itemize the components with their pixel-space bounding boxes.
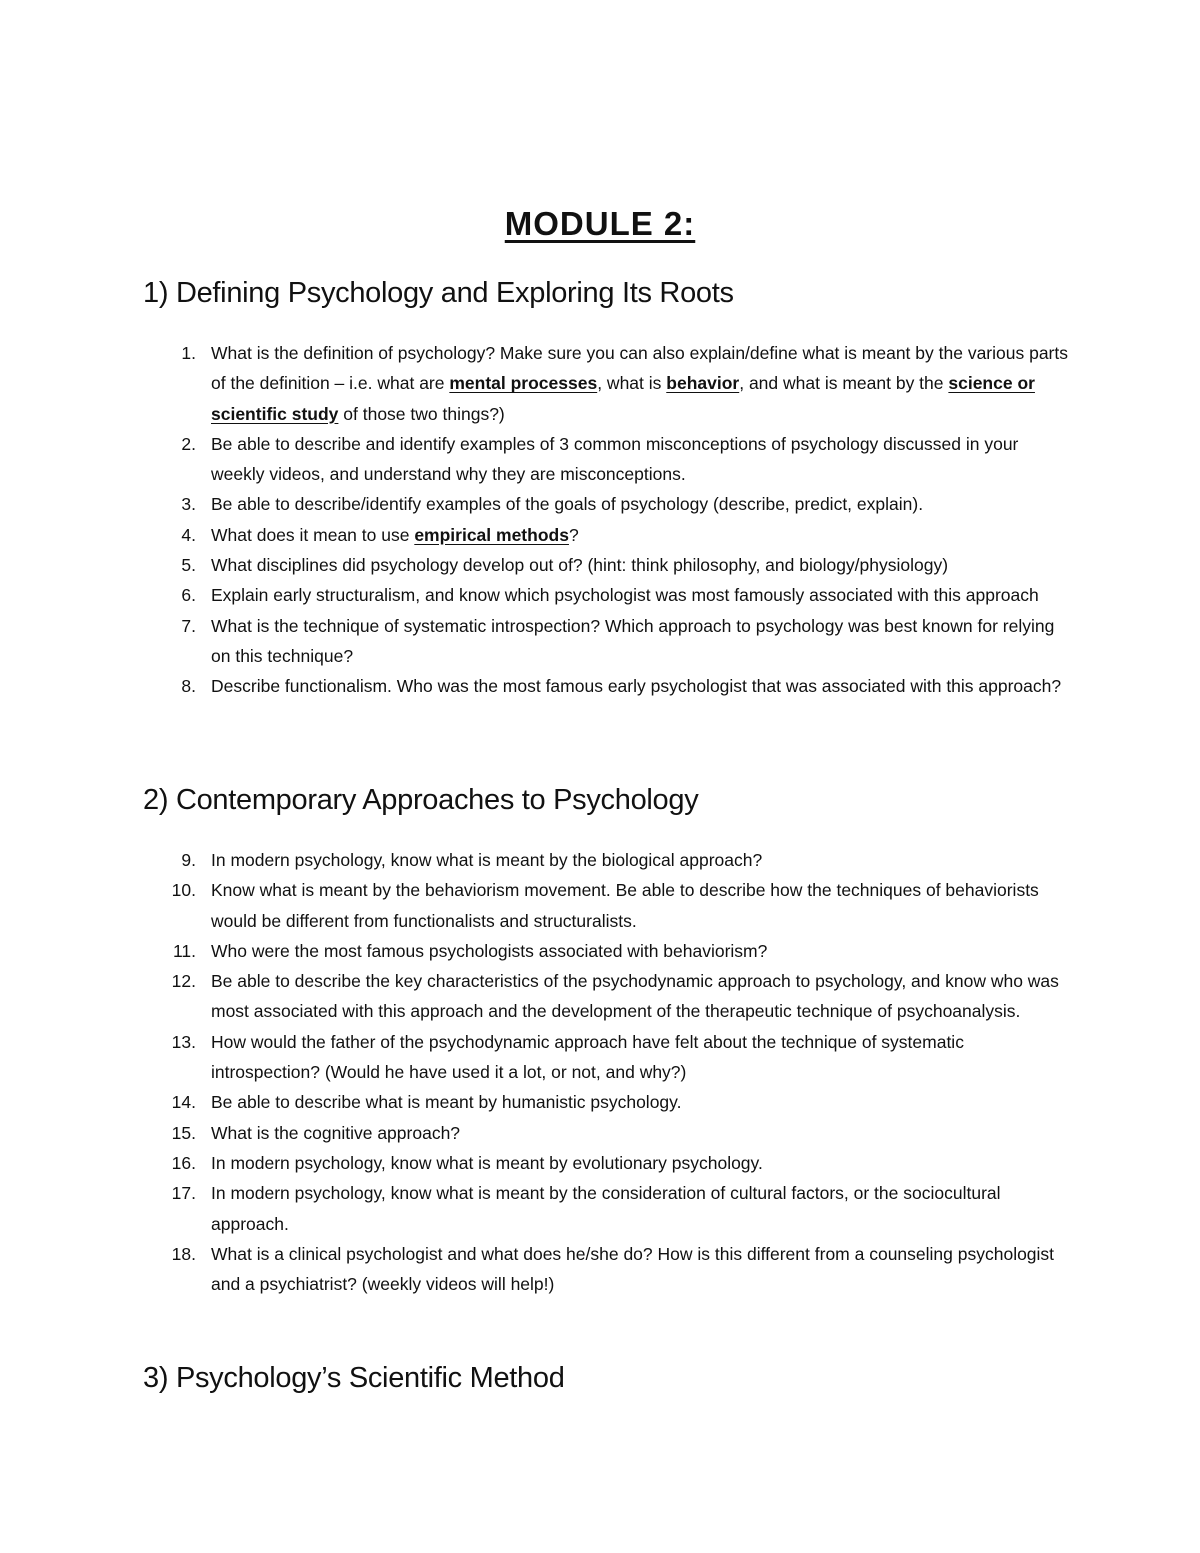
question-item [0, 1239, 1071, 1300]
page-title: MODULE 2: [504, 205, 696, 242]
question-item [0, 580, 1071, 610]
question-number: 10. [171, 880, 196, 901]
question-number: 7. [181, 615, 196, 636]
question-number: 9. [181, 850, 196, 870]
question-text-run: In modern psychology, know what is meant by the biological approach? [211, 850, 763, 870]
question-text [211, 1092, 681, 1112]
question-text-run: Who were the most famous psychologists associated with behaviorism? [211, 940, 768, 961]
question-list-1 [0, 338, 1200, 702]
question-text-run: ? [568, 524, 579, 545]
question-text [211, 555, 948, 575]
question-text [211, 434, 1018, 484]
question-text-run: What disciplines did psychology develop out of? (hint: think philosophy, and biology/physiology) [211, 555, 949, 576]
question-text [211, 343, 1068, 424]
question-text [211, 850, 762, 870]
question-number: 16. [171, 1152, 196, 1173]
question-number: 17. [171, 1183, 196, 1204]
question-item [0, 550, 1071, 580]
question-item [0, 1087, 1071, 1117]
question-text [211, 585, 1039, 605]
question-item [0, 520, 1071, 550]
question-text [211, 1032, 964, 1082]
question-text-run: Be able to describe/identify examples of the goals of psychology (describe, predict, explain). [211, 494, 924, 515]
question-text [211, 616, 1054, 666]
question-item [0, 1178, 1071, 1239]
question-text-run: What is the cognitive approach? [211, 1122, 461, 1143]
question-text [211, 525, 579, 545]
question-text-run: Explain early structuralism, and know which psychologist was most famously associated with this approach [211, 585, 1039, 606]
section-heading-1: 1) Defining Psychology and Exploring Its Roots [143, 277, 734, 309]
key-term: behavior [666, 373, 740, 394]
question-number: 3. [181, 494, 196, 515]
question-item [0, 1148, 1071, 1178]
question-text-run: In modern psychology, know what is meant by the consideration of cultural factors, or the sociocultural approach. [211, 1183, 1001, 1234]
question-text-run: of those two things?) [338, 403, 505, 424]
question-text [211, 971, 1059, 1021]
question-text [211, 1244, 1054, 1294]
question-list-2 [0, 845, 1200, 1299]
question-text-run: , what is [597, 373, 667, 394]
question-number: 18. [171, 1243, 196, 1264]
question-text-run: Describe functionalism. Who was the most famous early psychologist that was associated with this approach? [211, 676, 1062, 697]
question-text-run: How would the father of the psychodynamic approach have felt about the technique of systematic introspection? (Would he have used it a lot, or not, and why?) [211, 1031, 964, 1083]
question-item [0, 966, 1071, 1027]
question-item [0, 611, 1071, 672]
question-item [0, 936, 1071, 966]
section-heading-3: 3) Psychology’s Scientific Method [143, 1362, 565, 1394]
question-number: 8. [181, 676, 196, 697]
question-text [211, 880, 1039, 930]
question-text [211, 1153, 763, 1173]
question-item [0, 489, 1071, 519]
key-term: science or scientific study [211, 373, 1035, 424]
question-number: 5. [181, 555, 196, 576]
question-text-run: Be able to describe and identify examples of 3 common misconceptions of psychology discussed in your weekly videos, and understand why they are misconceptions. [211, 433, 1019, 485]
question-item [0, 1118, 1071, 1148]
question-item [0, 875, 1071, 936]
question-text-run: , and what is meant by the [739, 373, 949, 394]
key-term: empirical methods [414, 524, 569, 545]
question-item [0, 845, 1071, 875]
question-text-run: What does it mean to use [211, 524, 415, 545]
question-item [0, 671, 1071, 701]
question-number: 2. [181, 433, 196, 454]
key-term: mental processes [449, 373, 598, 394]
question-number: 14. [171, 1092, 196, 1113]
question-text-run: What is the definition of psychology? Make sure you can also explain/define what is meant by the various parts of the definition – i.e. what are [211, 343, 1068, 394]
question-text [211, 676, 1061, 696]
question-text-run: Be able to describe what is meant by humanistic psychology. [211, 1092, 682, 1113]
question-text [211, 1123, 460, 1143]
question-number: 13. [171, 1031, 196, 1052]
question-number: 1. [181, 343, 196, 363]
question-text [211, 494, 923, 514]
question-number: 6. [181, 585, 196, 606]
question-number: 4. [181, 524, 196, 545]
question-item [0, 338, 1071, 429]
question-text-run: Know what is meant by the behaviorism movement. Be able to describe how the techniques of behaviorists would be different from functionalists and structuralists. [211, 880, 1039, 931]
question-text [211, 1183, 1001, 1233]
question-text-run: In modern psychology, know what is meant by evolutionary psychology. [211, 1152, 763, 1173]
question-number: 12. [171, 971, 196, 992]
question-item [0, 1027, 1071, 1088]
question-text-run: What is the technique of systematic introspection? Which approach to psychology was best known for relying on this technique? [211, 615, 1055, 666]
question-text [211, 941, 767, 961]
question-number: 11. [172, 940, 196, 961]
question-text-run: Be able to describe the key characteristics of the psychodynamic approach to psychology, and know who was most associated with this approach and the development of the therapeutic technique of psychoanalysis. [211, 971, 1059, 1022]
question-text-run: What is a clinical psychologist and what does he/she do? How is this different from a counseling psychologist and a psychiatrist? (weekly videos will help!) [211, 1243, 1055, 1295]
question-number: 15. [171, 1122, 196, 1143]
question-item [0, 429, 1071, 490]
section-heading-2: 2) Contemporary Approaches to Psychology [143, 784, 699, 816]
